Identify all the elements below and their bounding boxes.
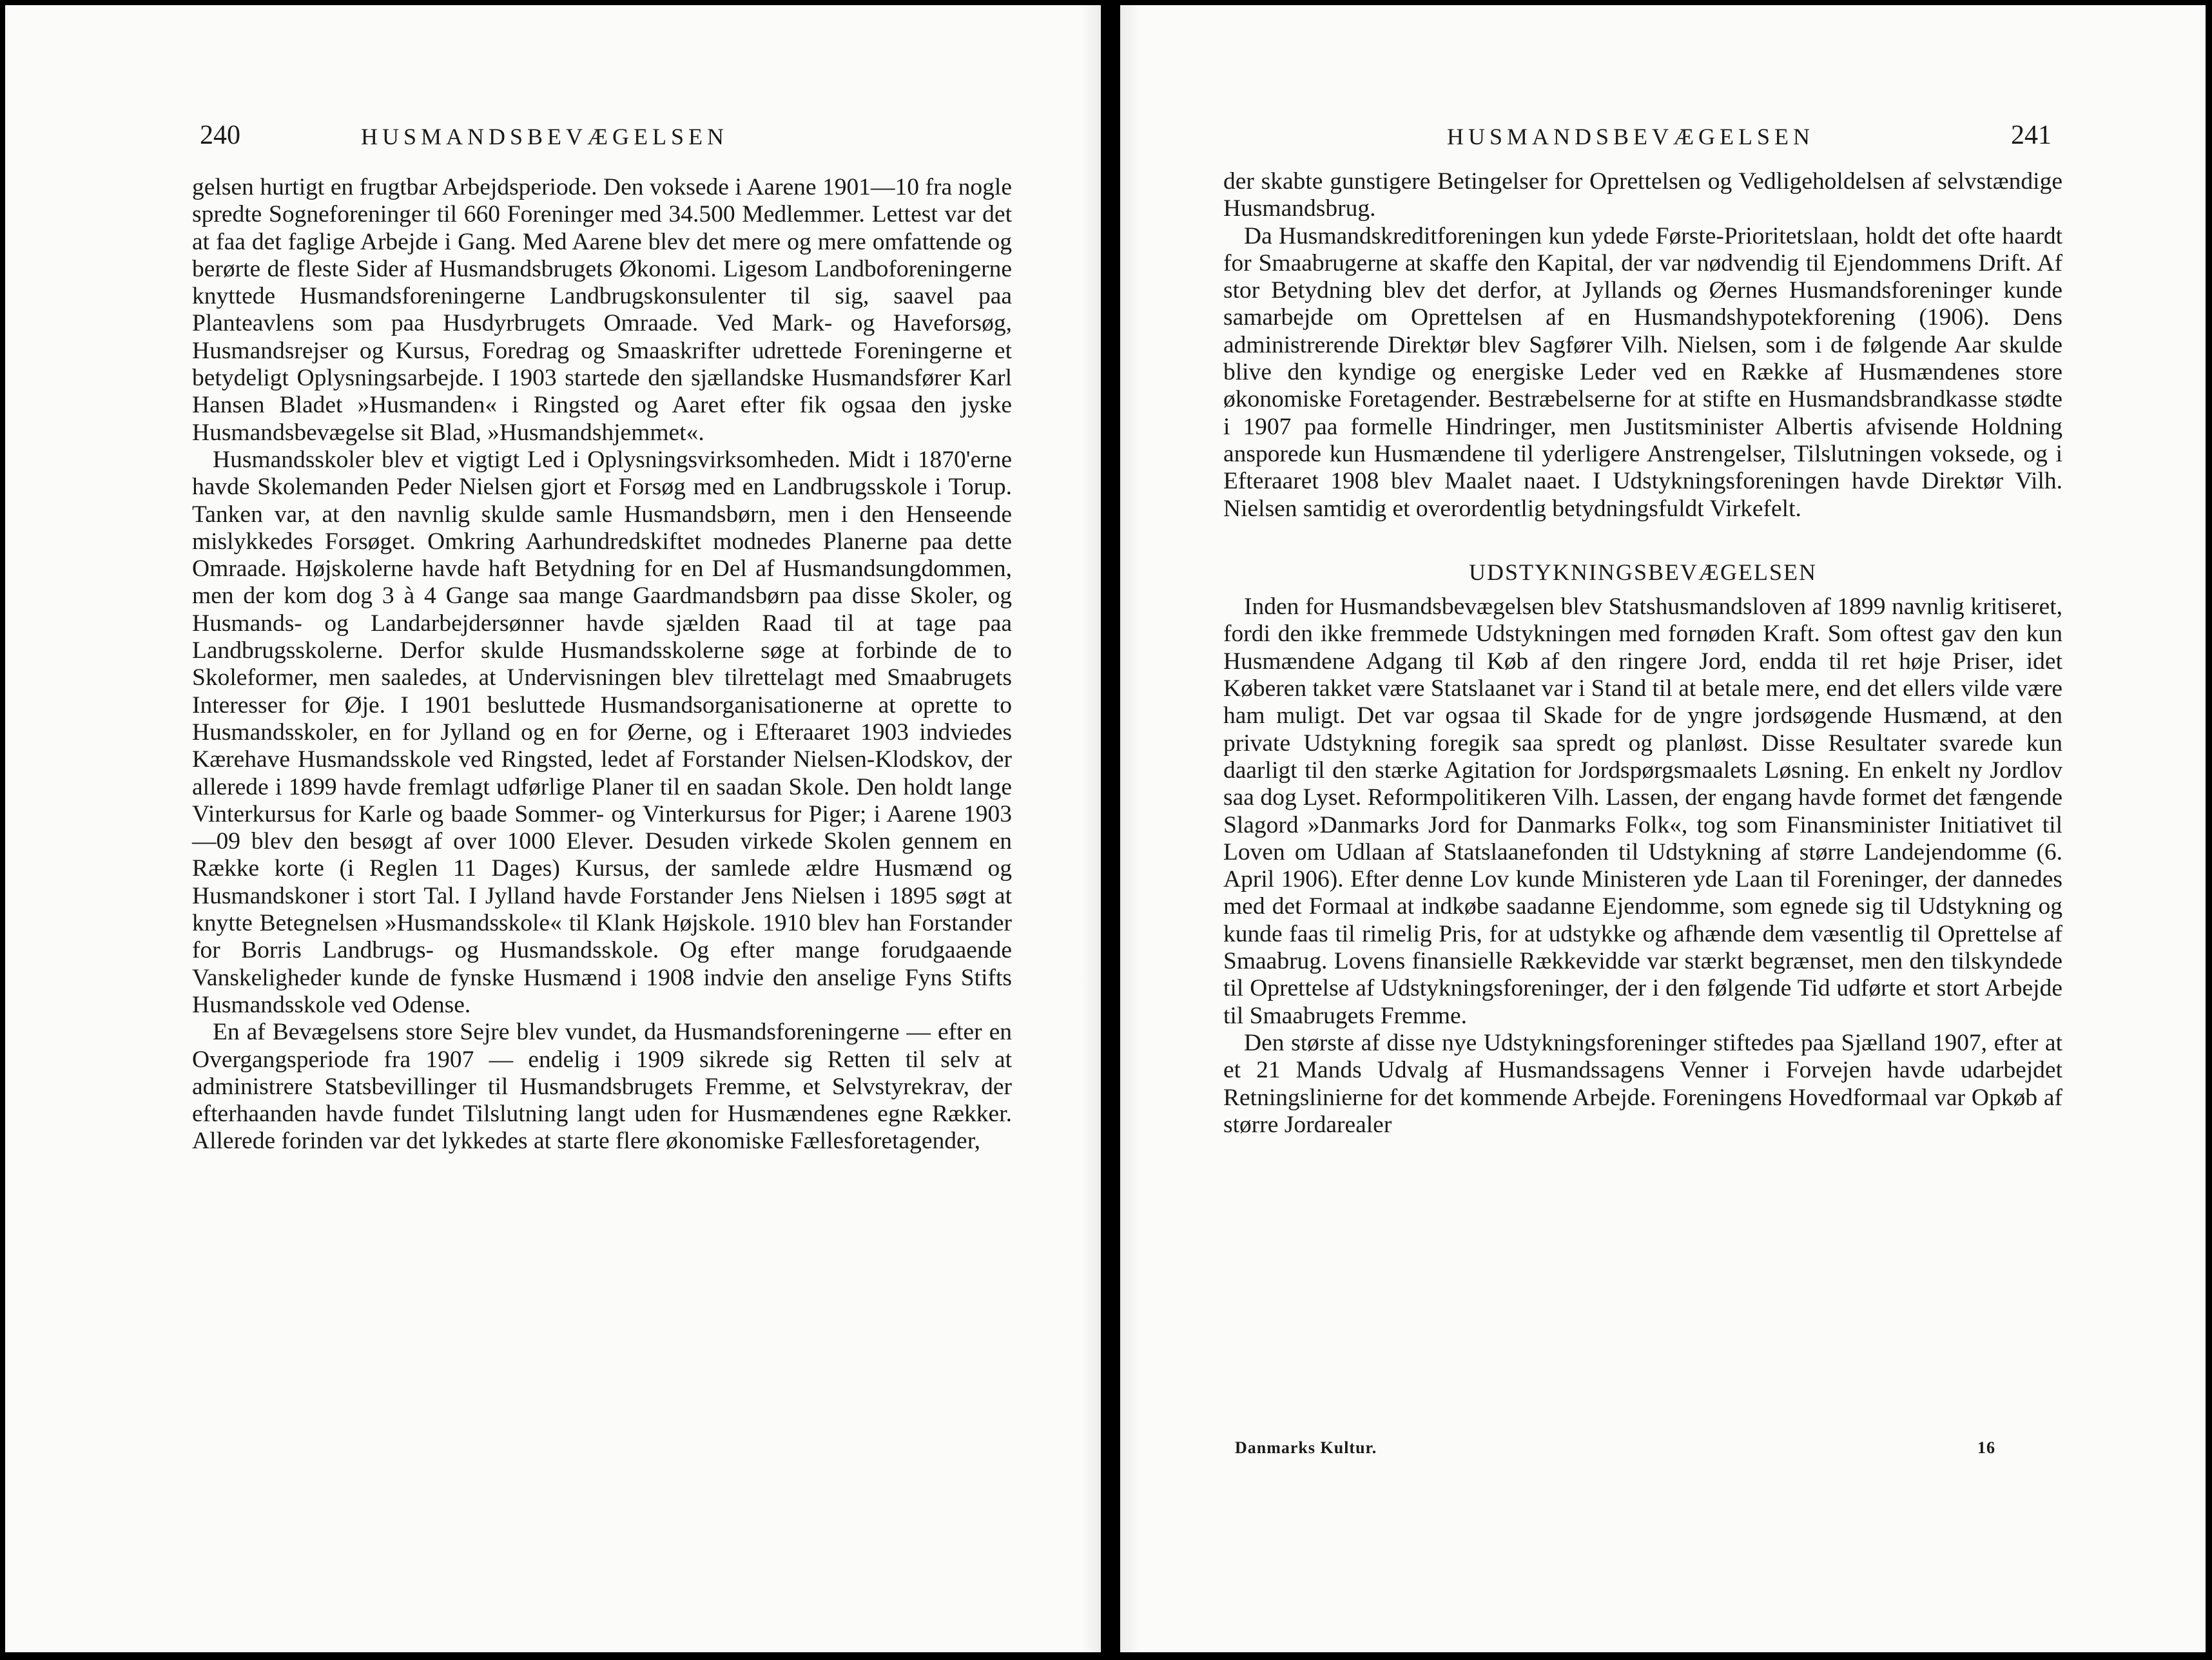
paragraph: Den største af disse nye Udstykningsforeninger stiftedes paa Sjælland 1907, efter at et 21 Mands Udvalg af Husmandssagens Venner i Forvejen havde udarbejdet Retningslinierne for det kommende Arbejde. Foreningens Hovedformaal var Opkøb af større Jordarealer bbox=[1223, 1029, 2062, 1138]
running-head: HUSMANDSBEVÆGELSEN bbox=[361, 124, 729, 150]
paragraph: Da Husmandskreditforeningen kun ydede Første-Prioritetslaan, holdt det ofte haardt for Smaabrugerne at skaffe den Kapital, der var nødvendig til Ejendommens Drift. Af stor Betydning blev det derfor, at Jyllands og Øernes Husmandsforeninger kunde samarbejde om Oprettelsen af en Husmandshypotekforening (1906). Dens administrerende Direktør blev Sagfører Vilh. Nielsen, som i de følgende Aar skulde blive den kyndige og energiske Leder ved en Række af Husmændenes store økonomiske Foretagender. Bestræbelserne for at stifte en Husmandsbrandkasse stødte i 1907 paa formelle Hindringer, men Justitsminister Albertis afvisende Holdning ansporede kun Husmændene til yderligere Anstrengelser, Tilslutningen voksede, og i Efteraaret 1908 blev Maalet naaet. I Udstykningsforeningen havde Direktør Vilh. Nielsen samtidig et overordentlig betydningsfuldt Virkefelt. bbox=[1223, 222, 2062, 522]
paragraph: Husmandsskoler blev et vigtigt Led i Oplysningsvirksomheden. Midt i 1870'erne havde Skolemanden Peder Nielsen gjort et Forsøg med en Landbrugsskole i Torup. Tanken var, at den navnlig skulde samle Husmandsbørn, men i den Henseende mislykkedes Forsøget. Omkring Aarhundredskiftet modnedes Planerne paa dette Omraade. Højskolerne havde haft Betydning for en Del af Husmandsungdommen, men der kom dog 3 à 4 Gange saa mange Gaardmandsbørn paa disse Skoler, og Husmands- og Landarbejdersønner havde sjælden Raad til at tage paa Landbrugsskolerne. Derfor skulde Husmandsskolerne søge at forbinde de to Skoleformer, men saaledes, at Undervisningen blev tilrettelagt med Smaabrugets Interesser for Øje. I 1901 besluttede Husmandsorganisationerne at oprette to Husmandsskoler, en for Jylland og en for Øerne, og i Efteraaret 1903 indviedes Kærehave Husmandsskole ved Ringsted, ledet af Forstander Nielsen-Klodskov, der allerede i 1899 havde fremlagt udførlige Planer til en saadan Skole. Den holdt lange Vinterkursus for Karle og baade Sommer- og Vinterkursus for Piger; i Aarene 1903—09 blev den besøgt af over 1000 Elever. Desuden virkede Skolen gennem en Række korte (i Reglen 11 Dages) Kursus, der samlede ældre Husmænd og Husmandskoner i stort Tal. I Jylland havde Forstander Jens Nielsen i 1895 søgt at knytte Betegnelsen »Husmandsskole« til Klank Højskole. 1910 blev han Forstander for Borris Landbrugs- og Husmandsskole. Og efter mange forudgaaende Vanskeligheder kunde de fynske Husmænd i 1908 indvie den anselige Fyns Stifts Husmandsskole ved Odense. bbox=[192, 446, 1012, 1018]
right-page bbox=[1120, 5, 2206, 1652]
gutter-shadow bbox=[1082, 5, 1101, 1652]
paragraph: gelsen hurtigt en frugtbar Arbejdsperiode. Den voksede i Aarene 1901—10 fra nogle spredte Sogneforeninger til 660 Foreninger med 34.500 Medlemmer. Lettest var det at faa det faglige Arbejde i Gang. Med Aarene blev det mere og mere omfattende og berørte de fleste Sider af Husmandsbrugets Økonomi. Ligesom Landboforeningerne knyttede Husmandsforeningerne Landbrugskonsulenter til sig, saavel paa Planteavlens som paa Husdyrbrugets Omraade. Ved Mark- og Haveforsøg, Husmandsrejser og Kursus, Foredrag og Smaaskrifter udrettede Foreningerne et betydeligt Oplysningsarbejde. I 1903 startede den sjællandske Husmandsfører Karl Hansen Bladet »Husmanden« i Ringsted og Aaret efter fik ogsaa den jyske Husmandsbevægelse sit Blad, »Husmandshjemmet«. bbox=[192, 174, 1012, 446]
section-title: UDSTYKNINGSBEVÆGELSEN bbox=[1468, 559, 1817, 585]
paragraph: Inden for Husmandsbevægelsen blev Statshusmandsloven af 1899 navnlig kritiseret, fordi den ikke fremmede Udstykningen med fornøden Kraft. Som oftest gav den kun Husmændene Adgang til Køb af den ringere Jord, endda til ret høje Priser, idet Køberen takket være Statslaanet var i Stand til at betale mere, end det ellers vilde være ham muligt. Det var ogsaa til Skade for de yngre jordsøgende Husmænd, at den private Udstykning foregik saa spredt og planløst. Disse Resultater svarede kun daarligt til den stærke Agitation for Jordspørgsmaalets Løsning. En enkelt ny Jordlov saa dog Lyset. Reformpolitikeren Vilh. Lassen, der engang havde formet det fængende Slagord »Danmarks Jord for Danmarks Folk«, tog som Finansminister Initiativet til Loven om Udlaan af Statslaanefonden til Udstykning af større Landejendomme (6. April 1906). Efter denne Lov kunde Ministeren yde Laan til Foreninger, der dannedes med det Formaal at indkøbe saadanne Ejendomme, som egnede sig til Udstykning og kunde faas til rimelig Pris, for at udstykke og afhænde dem væsentlig til Oprettelse af Smaabrug. Lovens finansielle Rækkevidde var stærkt begrænset, men den tilskyndede til Oprettelse af Udstykningsforeninger, der i den følgende Tid udførte et stort Arbejde til Smaabrugets Fremme. bbox=[1223, 594, 2062, 1029]
running-head: HUSMANDSBEVÆGELSEN bbox=[1447, 124, 1815, 150]
left-page bbox=[5, 5, 1101, 1652]
signature-mark: Danmarks Kultur. bbox=[1235, 1438, 1377, 1457]
gutter-shadow bbox=[1120, 5, 1140, 1652]
signature-number: 16 bbox=[1977, 1438, 1995, 1457]
body-text bbox=[1223, 168, 2062, 1139]
page-number: 240 bbox=[200, 121, 240, 150]
page-number: 241 bbox=[2011, 121, 2052, 150]
paragraph: En af Bevægelsens store Sejre blev vundet, da Husmandsforeningerne — efter en Overgangsperiode fra 1907 — endelig i 1909 sikrede sig Retten til selv at administrere Statsbevillinger til Husmandsbrugets Fremme, et Selvstyrekrav, der efterhaanden havde fundet Tilslutning langt uden for Husmændenes egne Rækker. Allerede forinden var det lykkedes at starte flere økonomiske Fællesforetagender, bbox=[192, 1019, 1012, 1155]
paragraph: der skabte gunstigere Betingelser for Oprettelsen og Vedligeholdelsen af selvstændige Husmandsbrug. bbox=[1223, 168, 2062, 222]
body-text bbox=[192, 174, 1012, 1155]
